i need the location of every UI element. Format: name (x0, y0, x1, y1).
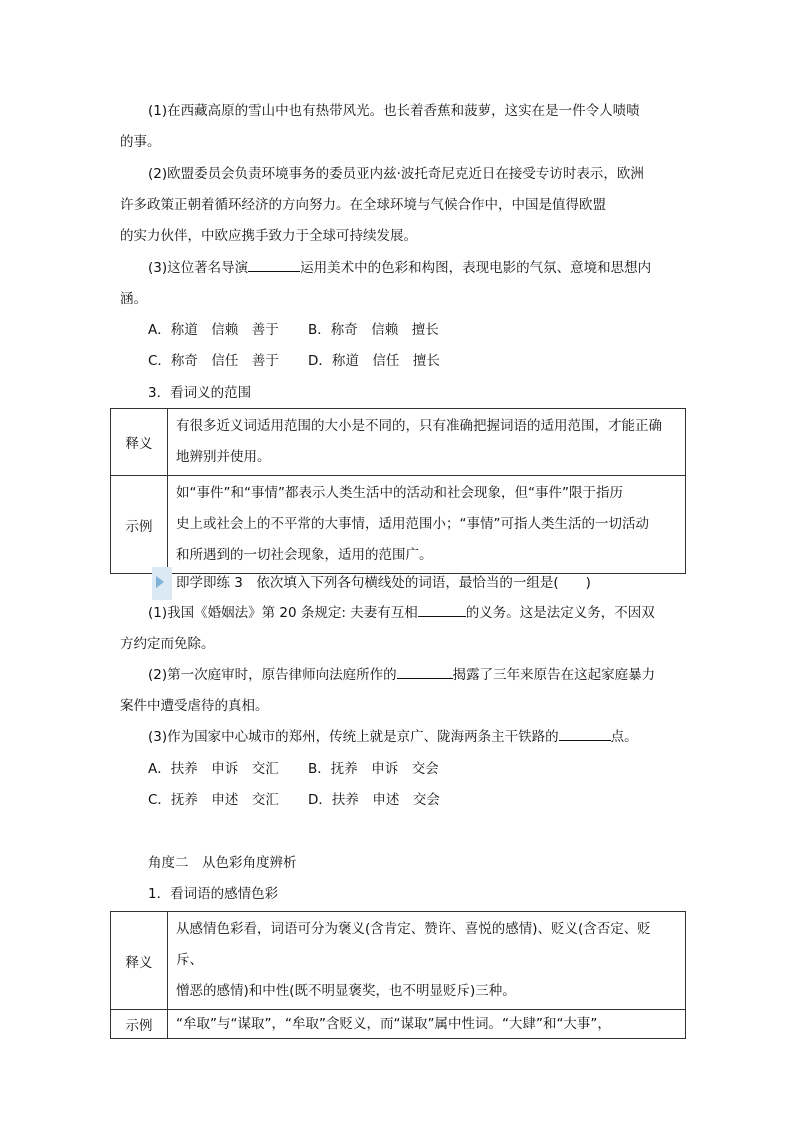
practice-option-b[interactable]: B．抚养 申诉 交会 (308, 761, 439, 777)
table-text-line: 和所遇到的一切社会现象，适用的范围广。 (176, 547, 433, 563)
table-cell (168, 912, 686, 1010)
practice-sentence-1-suffix: 的义务。这是法定义务，不因双 (465, 605, 655, 621)
table-text-line: 从感情色彩看，词语可分为褒义(含肯定、赞许、喜悦的感情)、贬义(含否定、贬斥、 (176, 921, 651, 968)
practice-title (152, 567, 712, 600)
practice-sentence-1-prefix: (1)我国《婚姻法》第 20 条规定: 夫妻有互相 (148, 605, 418, 621)
table-label: 示例 (111, 1010, 168, 1039)
heading-emotional-color: 1．看词语的感情色彩 (148, 886, 279, 902)
sentence-3-suffix: 运用美术中的色彩和构图，表现电影的气氛、意境和思想内 (300, 260, 652, 276)
option-c[interactable]: C．称奇 信任 善于 (148, 353, 279, 369)
table-label: 释义 (111, 912, 168, 1010)
heading-word-range: 3．看词义的范围 (148, 385, 252, 401)
practice-marker-icon (152, 567, 172, 600)
table-text-line: 如“事件”和“事情”都表示人类生活中的活动和社会现象，但“事件”限于指历 (176, 485, 623, 501)
table-row (111, 409, 686, 476)
option-a[interactable]: A．称道 信赖 善于 (148, 322, 279, 338)
practice-sentence-1-line-2: 方约定而免除。 (120, 636, 215, 652)
fill-blank[interactable] (248, 259, 300, 272)
fill-blank[interactable] (418, 604, 466, 617)
table-row (111, 1010, 686, 1039)
table-text-line: “牟取”与“谋取”，“牟取”含贬义，而“谋取”属中性词。“大肆”和“大事”， (176, 1016, 611, 1032)
practice-sentence-3-suffix: 点。 (610, 729, 638, 745)
table-row (111, 476, 686, 574)
sentence-1-line-1: (1)在西藏高原的雪山中也有热带风光。也长着香蕉和菠萝，这实在是一件令人啧啧 (148, 103, 640, 119)
definition-table-range (110, 408, 686, 574)
practice-option-a[interactable]: A．扶养 申诉 交汇 (148, 761, 279, 777)
practice-option-d[interactable]: D．扶养 申述 交会 (308, 792, 440, 808)
practice-sentence-3-prefix: (3)作为国家中心城市的郑州，传统上就是京广、陇海两条主干铁路的 (148, 729, 559, 745)
practice-sentence-2-line-1 (120, 660, 680, 691)
practice-sentence-2-line-2: 案件中遭受虐待的真相。 (120, 698, 269, 714)
table-text-line: 史上或社会上的不平常的大事情，适用范围小；“事情”可指人类生活的一切活动 (176, 516, 649, 532)
fill-blank[interactable] (559, 728, 611, 741)
option-b[interactable]: B．称奇 信赖 擅长 (308, 322, 439, 338)
sentence-1-line-2: 的事。 (120, 134, 161, 150)
definition-table-color (110, 911, 686, 1039)
fill-blank[interactable] (397, 666, 453, 679)
practice-title-text: 即学即练 3 依次填入下列各句横线处的词语，最恰当的一组是( ) (176, 575, 591, 591)
practice-sentence-2-prefix: (2)第一次庭审时，原告律师向法庭所作的 (148, 667, 397, 683)
table-label: 释义 (111, 409, 168, 476)
practice-option-c[interactable]: C．抚养 申述 交汇 (148, 792, 279, 808)
practice-sentence-3 (120, 722, 680, 753)
sentence-3-prefix: (3)这位著名导演 (148, 260, 249, 276)
table-text-line: 地辨别并使用。 (176, 449, 271, 465)
sentence-3-line-1 (120, 253, 680, 284)
sentence-3-line-2: 涵。 (120, 291, 147, 307)
table-cell (168, 1010, 686, 1039)
table-label: 示例 (111, 476, 168, 574)
sentence-2-line-3: 的实力伙伴，中欧应携手致力于全球可持续发展。 (120, 228, 417, 244)
option-d[interactable]: D．称道 信任 擅长 (308, 353, 440, 369)
sentence-2-line-1: (2)欧盟委员会负责环境事务的委员亚内兹·波托奇尼克近日在接受专访时表示，欧洲 (148, 166, 644, 182)
table-text-line: 有很多近义词适用范围的大小是不同的，只有准确把握词语的适用范围，才能正确 (176, 418, 662, 434)
practice-sentence-1-line-1 (120, 598, 680, 629)
table-row (111, 912, 686, 1010)
practice-sentence-2-suffix: 揭露了三年来原告在这起家庭暴力 (452, 667, 656, 683)
section-heading-color-angle: 角度二 从色彩角度辨析 (148, 855, 297, 871)
table-text-line: 憎恶的感情)和中性(既不明显褒奖，也不明显贬斥)三种。 (176, 983, 516, 999)
table-cell (168, 409, 686, 476)
table-cell (168, 476, 686, 574)
sentence-2-line-2: 许多政策正朝着循环经济的方向努力。在全球环境与气候合作中，中国是值得欧盟 (120, 197, 606, 213)
